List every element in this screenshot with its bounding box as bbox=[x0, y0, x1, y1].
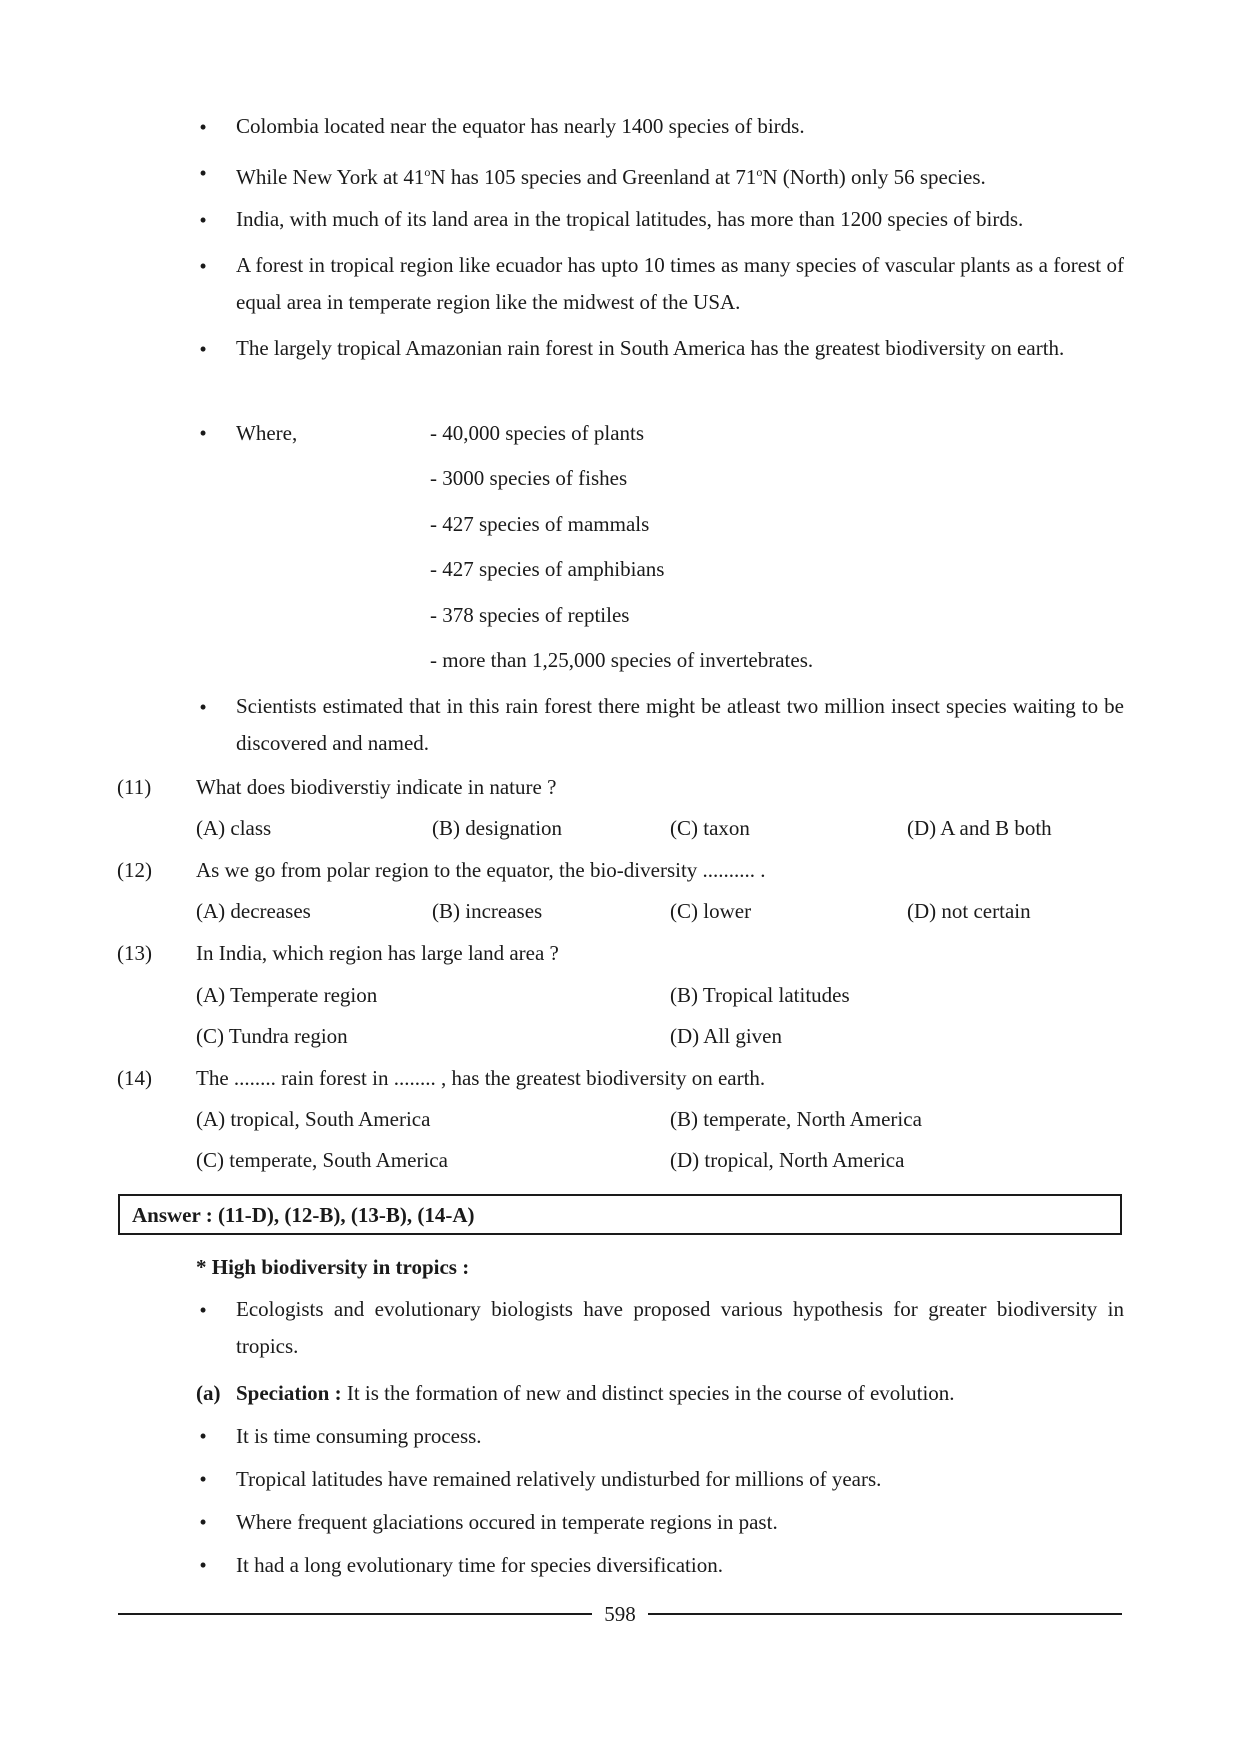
option-c: (C) lower bbox=[670, 899, 752, 923]
where-item-fishes: - 3000 species of fishes bbox=[430, 466, 628, 490]
newyork-part-2: N has 105 species and Greenland at 71 bbox=[430, 165, 757, 189]
option-d: (D) tropical, North America bbox=[670, 1148, 905, 1172]
answer-text: Answer : (11-D), (12-B), (13-B), (14-A) bbox=[132, 1203, 475, 1227]
bullet-text-undisturbed: Tropical latitudes have remained relatively undisturbed for millions of years. bbox=[236, 1467, 882, 1491]
option-c: (C) temperate, South America bbox=[196, 1148, 448, 1172]
bullet-text-scientists: Scientists estimated that in this rain forest there might be atleast two million insect species waiting to be discovered and named. bbox=[236, 694, 1124, 755]
speciation-text: It is the formation of new and distinct species in the course of evolution. bbox=[341, 1381, 955, 1405]
question-text: The ........ rain forest in ........ , has the greatest biodiversity on earth. bbox=[196, 1066, 766, 1090]
option-a: (A) Temperate region bbox=[196, 983, 378, 1007]
bullet-marker: • bbox=[199, 208, 207, 232]
where-item-reptiles: - 378 species of reptiles bbox=[430, 603, 630, 627]
speciation-label: (a) bbox=[196, 1381, 221, 1405]
bullet-marker: • bbox=[199, 115, 207, 139]
bullet-marker: • bbox=[199, 1553, 207, 1577]
bullet-text-evolutionary-time: It had a long evolutionary time for species diversification. bbox=[236, 1553, 723, 1577]
footer-rule-left bbox=[118, 1613, 592, 1615]
newyork-part-1: While New York at 41 bbox=[236, 165, 425, 189]
speciation-term: Speciation : bbox=[236, 1381, 342, 1405]
where-label: Where, bbox=[236, 421, 298, 445]
bullet-marker: • bbox=[199, 695, 207, 719]
bullet-text-ecologists: Ecologists and evolutionary biologists have proposed various hypothesis for greater biodiversity in tropics. bbox=[236, 1297, 1124, 1358]
footer-rule-right bbox=[648, 1613, 1122, 1615]
bullet-text-colombia: Colombia located near the equator has nearly 1400 species of birds. bbox=[236, 114, 805, 138]
option-d: (D) not certain bbox=[907, 899, 1031, 923]
question-text: In India, which region has large land area ? bbox=[196, 941, 559, 965]
option-a: (A) class bbox=[196, 816, 272, 840]
where-item-mammals: - 427 species of mammals bbox=[430, 512, 650, 536]
question-text: What does biodiverstiy indicate in nature ? bbox=[196, 775, 557, 799]
option-a: (A) tropical, South America bbox=[196, 1107, 431, 1131]
section-heading: * High biodiversity in tropics : bbox=[196, 1255, 470, 1279]
option-b: (B) designation bbox=[432, 816, 563, 840]
degree-mark: o bbox=[424, 165, 431, 179]
bullet-marker: • bbox=[199, 1467, 207, 1491]
page-number: 598 bbox=[604, 1602, 636, 1626]
option-b: (B) temperate, North America bbox=[670, 1107, 922, 1131]
bullet-text-glaciations: Where frequent glaciations occured in temperate regions in past. bbox=[236, 1510, 778, 1534]
newyork-part-3: N (North) only 56 species. bbox=[762, 165, 986, 189]
question-number: (11) bbox=[117, 775, 152, 799]
bullet-text-india: India, with much of its land area in the tropical latitudes, has more than 1200 species of birds. bbox=[236, 207, 1024, 231]
bullet-marker: • bbox=[199, 337, 207, 361]
option-b: (B) Tropical latitudes bbox=[670, 983, 850, 1007]
option-c: (C) taxon bbox=[670, 816, 750, 840]
bullet-marker: • bbox=[199, 1298, 207, 1322]
question-number: (14) bbox=[117, 1066, 152, 1090]
speciation-definition bbox=[236, 1380, 955, 1406]
bullet-marker: • bbox=[199, 254, 207, 278]
option-d: (D) All given bbox=[670, 1024, 782, 1048]
bullet-text-amazon: The largely tropical Amazonian rain forest in South America has the greatest biodiversity on earth. bbox=[236, 336, 1065, 360]
bullet-marker: • bbox=[199, 161, 207, 185]
question-text: As we go from polar region to the equator, the bio-diversity .......... . bbox=[196, 858, 766, 882]
bullet-marker: • bbox=[199, 1424, 207, 1448]
where-item-invertebrates: - more than 1,25,000 species of invertebrates. bbox=[430, 648, 814, 672]
where-item-amphibians: - 427 species of amphibians bbox=[430, 557, 665, 581]
bullet-marker: • bbox=[199, 1510, 207, 1534]
option-a: (A) decreases bbox=[196, 899, 311, 923]
bullet-text-ecuador: A forest in tropical region like ecuador has upto 10 times as many species of vascular plants as a forest of equal area in temperate region like the midwest of the USA. bbox=[236, 253, 1124, 314]
option-d: (D) A and B both bbox=[907, 816, 1052, 840]
option-c: (C) Tundra region bbox=[196, 1024, 348, 1048]
bullet-marker: • bbox=[199, 421, 207, 445]
degree-mark: o bbox=[756, 165, 763, 179]
question-number: (13) bbox=[117, 941, 152, 965]
option-b: (B) increases bbox=[432, 899, 543, 923]
answer-box bbox=[118, 1194, 1122, 1235]
where-item-plants: - 40,000 species of plants bbox=[430, 421, 645, 445]
question-number: (12) bbox=[117, 858, 152, 882]
bullet-text-time-consuming: It is time consuming process. bbox=[236, 1424, 482, 1448]
bullet-text-newyork bbox=[236, 154, 1124, 196]
